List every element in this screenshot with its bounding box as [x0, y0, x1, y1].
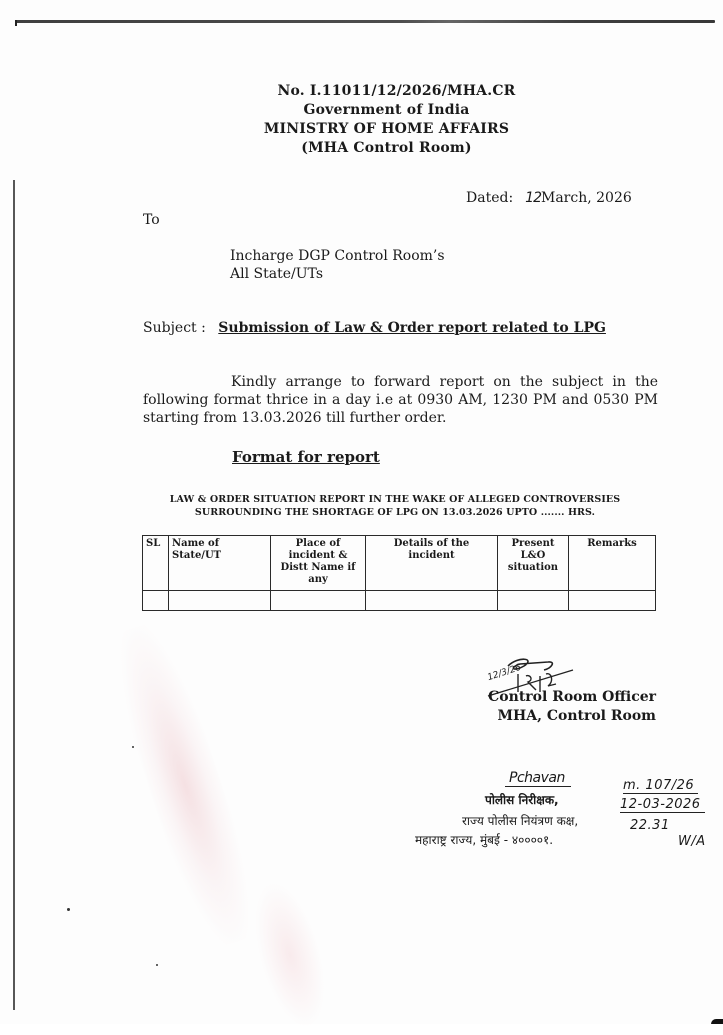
signatory-block: [478, 688, 656, 726]
subject-line: [143, 320, 606, 336]
to-label: To: [143, 212, 160, 228]
reference-number: No. I.11011/12/2026/MHA.CR: [277, 83, 516, 99]
scan-speck: [156, 964, 158, 966]
table-header-row: [143, 536, 656, 591]
table-cell: [169, 591, 271, 611]
page-top-edge: [15, 20, 715, 23]
column-header-sl: SL: [143, 536, 169, 591]
signatory-designation: Control Room Officer: [488, 689, 656, 705]
table-row: [143, 591, 656, 611]
page-left-edge: [13, 180, 15, 1010]
government-line: Government of India: [303, 102, 470, 118]
table-cell: [143, 591, 169, 611]
table-cell: [271, 591, 366, 611]
page-corner-shadow: [711, 1019, 723, 1024]
signatory-office: MHA, Control Room: [497, 708, 656, 724]
handwritten-note: W/A: [678, 834, 706, 849]
date-month-year: March, 2026: [541, 190, 632, 206]
signature-date: 12/3/26: [486, 662, 523, 684]
ink-smudge: [242, 875, 339, 1035]
subject-title: Submission of Law & Order report related to LPG: [218, 320, 606, 336]
column-header-state: Name of State/UT: [169, 536, 271, 591]
report-heading-line-2: SURROUNDING THE SHORTAGE OF LPG ON 13.03.2026 UPTO ....... HRS.: [194, 507, 596, 518]
stamp-line-2: राज्य पोलीस नियंत्रण कक्ष,: [462, 814, 579, 828]
report-format-table: [142, 535, 656, 611]
letterhead: [0, 82, 723, 158]
column-header-situation: Present L&O situation: [498, 536, 569, 591]
report-heading: [140, 493, 650, 519]
column-header-details: Details of the incident: [366, 536, 498, 591]
date-label: Dated:: [466, 190, 514, 206]
table-cell: [569, 591, 656, 611]
handwritten-day: 12: [525, 190, 541, 206]
body-paragraph: Kindly arrange to forward report on the subject in the following format thrice in a day i.e at 0930 AM, 1230 PM and 0530 PM starting from 13.03.2026 till further order.: [143, 374, 658, 426]
column-header-place: Place of incident & Distt Name if any: [271, 536, 366, 591]
format-title: Format for report: [232, 448, 380, 466]
stamp-line-1: पोलीस निरीक्षक,: [485, 793, 559, 807]
office-line: (MHA Control Room): [301, 140, 472, 156]
column-header-remarks: Remarks: [569, 536, 656, 591]
scan-speck: [132, 746, 134, 748]
stamp-signature: Pchavan: [505, 770, 571, 787]
stamp-line-3: महाराष्ट्र राज्य, मुंबई - ४००००१.: [415, 833, 554, 847]
handwritten-reference: m. 107/26: [623, 778, 698, 794]
addressee: [230, 247, 445, 283]
scan-speck: [67, 908, 70, 911]
date-line: [466, 190, 632, 206]
handwritten-time: 22.31: [630, 818, 670, 833]
subject-label: Subject :: [143, 320, 206, 336]
table-cell: [498, 591, 569, 611]
report-heading-line-1: LAW & ORDER SITUATION REPORT IN THE WAKE OF ALLEGED CONTROVERSIES: [169, 494, 621, 505]
handwritten-date: 12-03-2026: [620, 797, 705, 813]
page-top-corner: [15, 20, 17, 26]
addressee-line-2: All State/UTs: [230, 266, 324, 282]
table-cell: [366, 591, 498, 611]
addressee-line-1: Incharge DGP Control Room’s: [230, 248, 445, 264]
ministry-line: MINISTRY OF HOME AFFAIRS: [263, 121, 510, 137]
